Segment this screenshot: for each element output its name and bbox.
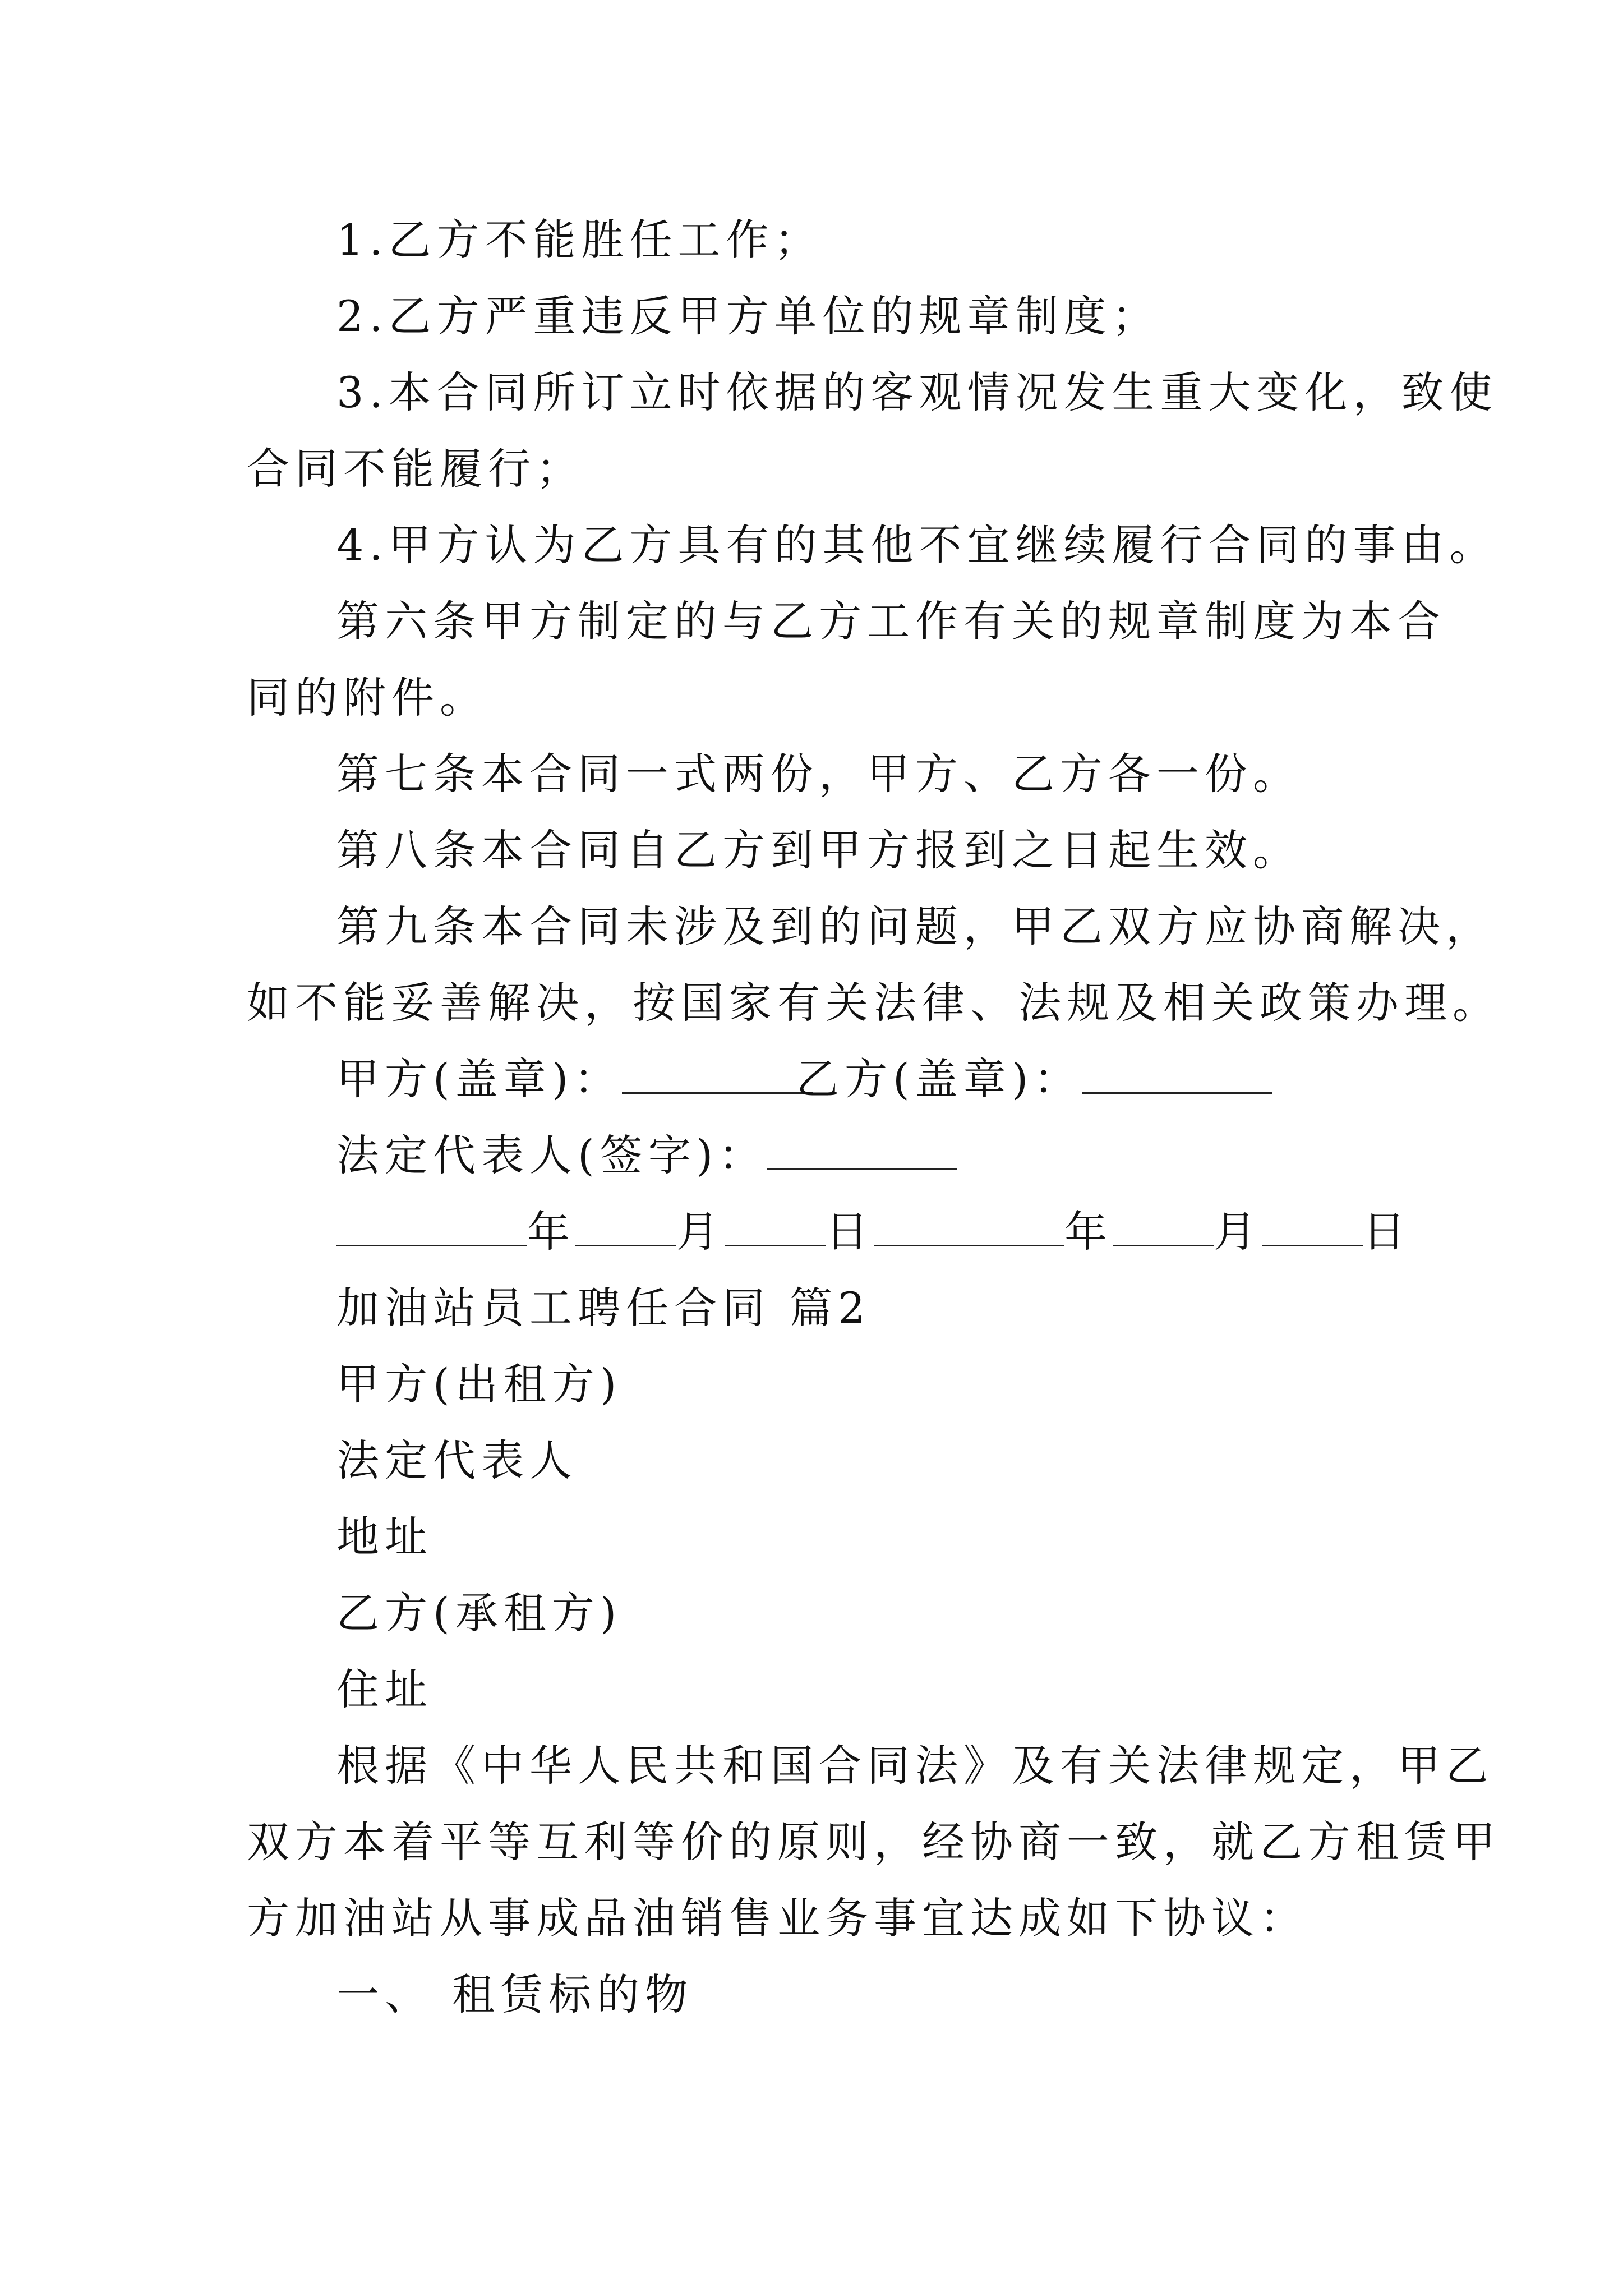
item-3-line-2: 合同不能履行； [247,444,584,494]
residence-label: 住址 [336,1664,433,1714]
month-label-2: 月 [1214,1207,1262,1257]
article-8: 第八条本合同自乙方到甲方报到之日起生效。 [336,825,1301,875]
lessor-label: 甲方(出租方) [336,1359,623,1409]
year-blank-2 [874,1205,1064,1246]
signature-representative [336,1128,957,1184]
intro-line-2: 双方本着平等互利等价的原则，经协商一致，就乙方租赁甲 [247,1817,1501,1867]
representative-blank [767,1129,957,1170]
party-a-seal-blank [622,1053,813,1094]
month-blank-2 [1113,1205,1214,1246]
day-blank-2 [1262,1205,1363,1246]
lessee-label: 乙方(承租方) [336,1588,623,1638]
month-label-1: 月 [676,1207,725,1257]
article-6-line-2: 同的附件。 [247,673,488,723]
intro-line-3: 方加油站从事成品油销售业务事宜达成如下协议： [247,1893,1308,1943]
party-b-seal-label: 乙方(盖章)： [796,1054,1082,1104]
party-b-seal-blank [1082,1053,1272,1094]
intro-line-1: 根据《中华人民共和国合同法》及有关法律规定，甲乙 [336,1741,1494,1791]
representative-label: 法定代表人(签字)： [336,1130,767,1180]
article-6-line-1: 第六条甲方制定的与乙方工作有关的规章制度为本合 [336,596,1446,646]
signature-party-b [796,1051,1272,1107]
month-blank-1 [575,1205,676,1246]
article-9-line-2: 如不能妥善解决，按国家有关法律、法规及相关政策办理。 [247,978,1501,1028]
section-2-title: 加油站员工聘任合同 篇2 [336,1283,871,1333]
item-2: 2.乙方严重违反甲方单位的规章制度； [336,291,1160,341]
legal-representative-label: 法定代表人 [336,1435,578,1485]
item-4: 4.甲方认为乙方具有的其他不宜继续履行合同的事由。 [336,520,1498,570]
date-line [336,1204,1411,1260]
day-label-1: 日 [826,1207,874,1257]
signature-party-a [336,1051,813,1107]
article-9-line-1: 第九条本合同未涉及到的问题，甲乙双方应协商解决， [336,901,1494,951]
article-7: 第七条本合同一式两份，甲方、乙方各一份。 [336,749,1301,799]
day-label-2: 日 [1363,1207,1411,1257]
address-label: 地址 [336,1512,433,1562]
year-blank-1 [336,1205,527,1246]
clause-1-heading: 一、 租赁标的物 [336,1970,694,2019]
party-a-seal-label: 甲方(盖章)： [336,1054,623,1104]
item-3-line-1: 3.本合同所订立时依据的客观情况发生重大变化，致使 [336,367,1498,417]
day-blank-1 [725,1205,826,1246]
year-label-1: 年 [527,1207,575,1257]
year-label-2: 年 [1064,1207,1113,1257]
item-1: 1.乙方不能胜任工作； [336,215,823,265]
